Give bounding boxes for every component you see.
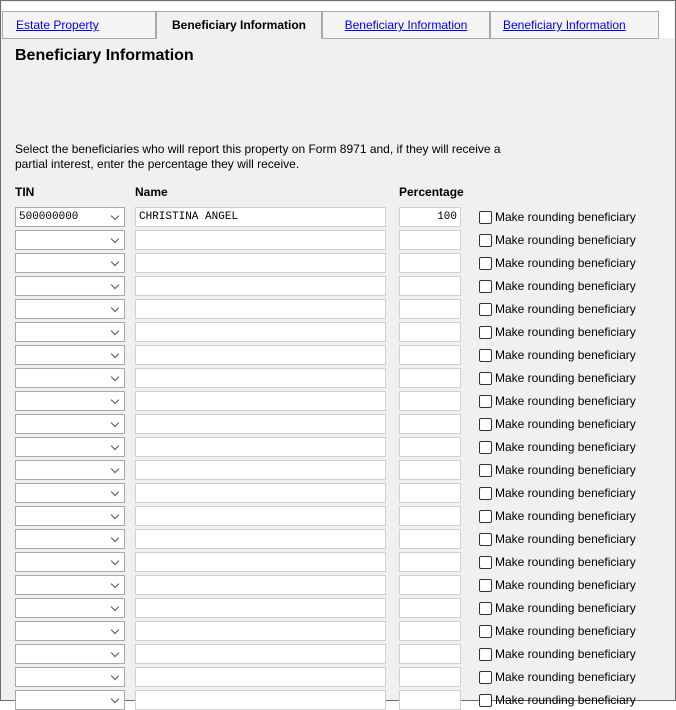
chevron-down-icon <box>111 373 119 381</box>
name-input[interactable] <box>135 368 386 388</box>
rounding-beneficiary-checkbox[interactable] <box>479 692 636 708</box>
tin-select[interactable] <box>15 207 125 227</box>
percentage-input[interactable] <box>399 253 461 273</box>
beneficiary-row <box>1 529 676 549</box>
chevron-down-icon <box>111 672 119 680</box>
chevron-down-icon <box>111 603 119 611</box>
tin-select[interactable] <box>15 345 125 365</box>
rounding-label: Make rounding beneficiary <box>495 624 636 638</box>
rounding-label: Make rounding beneficiary <box>495 463 636 477</box>
rounding-beneficiary-checkbox[interactable] <box>479 393 636 409</box>
checkbox-icon[interactable] <box>479 602 492 615</box>
name-input[interactable] <box>135 690 386 710</box>
percentage-input[interactable] <box>399 667 461 687</box>
name-input[interactable] <box>135 414 386 434</box>
chevron-down-icon <box>111 396 119 404</box>
percentage-input[interactable] <box>399 230 461 250</box>
rounding-label: Make rounding beneficiary <box>495 279 636 293</box>
checkbox-icon[interactable] <box>479 487 492 500</box>
rounding-beneficiary-checkbox[interactable] <box>479 232 636 248</box>
chevron-down-icon <box>111 235 119 243</box>
rounding-beneficiary-checkbox[interactable] <box>479 485 636 501</box>
name-input[interactable] <box>135 391 386 411</box>
beneficiary-row <box>1 483 676 503</box>
rounding-beneficiary-checkbox[interactable] <box>479 508 636 524</box>
percentage-input[interactable] <box>399 345 461 365</box>
rounding-label: Make rounding beneficiary <box>495 325 636 339</box>
percentage-input[interactable] <box>399 276 461 296</box>
rounding-label: Make rounding beneficiary <box>495 601 636 615</box>
name-input[interactable] <box>135 253 386 273</box>
rounding-beneficiary-checkbox[interactable] <box>479 324 636 340</box>
beneficiary-row <box>1 276 676 296</box>
chevron-down-icon <box>111 327 119 335</box>
checkbox-icon[interactable] <box>479 372 492 385</box>
rounding-beneficiary-checkbox[interactable] <box>479 577 636 593</box>
chevron-down-icon <box>111 258 119 266</box>
tin-select[interactable] <box>15 299 125 319</box>
percentage-input[interactable] <box>399 322 461 342</box>
tin-select[interactable] <box>15 690 125 710</box>
name-input[interactable] <box>135 621 386 641</box>
percentage-input[interactable] <box>399 575 461 595</box>
chevron-down-icon <box>111 304 119 312</box>
name-input[interactable] <box>135 529 386 549</box>
checkbox-icon[interactable] <box>479 648 492 661</box>
percentage-input[interactable] <box>399 483 461 503</box>
rounding-label: Make rounding beneficiary <box>495 532 636 546</box>
tin-select[interactable] <box>15 552 125 572</box>
tin-select[interactable] <box>15 253 125 273</box>
tab-beneficiary-information-2[interactable]: Beneficiary Information <box>322 11 490 39</box>
name-input[interactable] <box>135 483 386 503</box>
beneficiary-row <box>1 460 676 480</box>
chevron-down-icon <box>111 419 119 427</box>
rounding-label: Make rounding beneficiary <box>495 670 636 684</box>
chevron-down-icon <box>111 281 119 289</box>
checkbox-icon[interactable] <box>479 510 492 523</box>
name-input[interactable]: CHRISTINA ANGEL <box>135 207 386 227</box>
chevron-down-icon <box>111 695 119 703</box>
beneficiary-row <box>1 552 676 572</box>
tab-beneficiary-information-active[interactable]: Beneficiary Information <box>156 11 322 39</box>
instructions-text: Select the beneficiaries who will report this property on Form 8971 and, if they will receive a partial interest, enter the percentage they will receive. <box>15 142 501 171</box>
page-title: Beneficiary Information <box>15 47 194 64</box>
rounding-label: Make rounding beneficiary <box>495 417 636 431</box>
percentage-input[interactable] <box>399 552 461 572</box>
rounding-label: Make rounding beneficiary <box>495 509 636 523</box>
tin-value: 500000000 <box>19 211 79 223</box>
tin-select[interactable] <box>15 506 125 526</box>
rounding-label: Make rounding beneficiary <box>495 302 636 316</box>
rounding-beneficiary-checkbox[interactable] <box>479 209 636 225</box>
rounding-label: Make rounding beneficiary <box>495 394 636 408</box>
percentage-input[interactable] <box>399 621 461 641</box>
percentage-input[interactable] <box>399 414 461 434</box>
rounding-label: Make rounding beneficiary <box>495 210 636 224</box>
checkbox-icon[interactable] <box>479 441 492 454</box>
percentage-input[interactable] <box>399 368 461 388</box>
percentage-input[interactable] <box>399 506 461 526</box>
rounding-beneficiary-checkbox[interactable] <box>479 462 636 478</box>
beneficiary-row <box>1 621 676 641</box>
checkbox-icon[interactable] <box>479 395 492 408</box>
checkbox-icon[interactable] <box>479 579 492 592</box>
tin-select[interactable] <box>15 575 125 595</box>
name-input[interactable] <box>135 299 386 319</box>
checkbox-icon[interactable] <box>479 556 492 569</box>
name-input[interactable] <box>135 322 386 342</box>
chevron-down-icon <box>111 649 119 657</box>
beneficiary-row <box>1 598 676 618</box>
checkbox-icon[interactable] <box>479 533 492 546</box>
rounding-beneficiary-checkbox[interactable] <box>479 531 636 547</box>
beneficiary-row <box>1 414 676 434</box>
beneficiary-row <box>1 506 676 526</box>
name-input[interactable] <box>135 575 386 595</box>
tin-select[interactable] <box>15 230 125 250</box>
rounding-beneficiary-checkbox[interactable] <box>479 439 636 455</box>
chevron-down-icon <box>111 534 119 542</box>
percentage-input[interactable] <box>399 598 461 618</box>
rounding-beneficiary-checkbox[interactable] <box>479 255 636 271</box>
rounding-label: Make rounding beneficiary <box>495 578 636 592</box>
tin-select[interactable] <box>15 529 125 549</box>
chevron-down-icon <box>111 212 119 220</box>
percentage-input[interactable] <box>399 644 461 664</box>
tin-select[interactable] <box>15 391 125 411</box>
rounding-label: Make rounding beneficiary <box>495 371 636 385</box>
rounding-beneficiary-checkbox[interactable] <box>479 416 636 432</box>
percentage-input[interactable] <box>399 460 461 480</box>
name-input[interactable] <box>135 276 386 296</box>
tab-beneficiary-information-3[interactable]: Beneficiary Information <box>490 11 659 39</box>
checkbox-icon[interactable] <box>479 671 492 684</box>
rounding-label: Make rounding beneficiary <box>495 555 636 569</box>
tin-select[interactable] <box>15 276 125 296</box>
rounding-label: Make rounding beneficiary <box>495 440 636 454</box>
tab-bar <box>2 2 674 38</box>
beneficiary-row <box>1 207 676 227</box>
rounding-beneficiary-checkbox[interactable] <box>479 554 636 570</box>
name-input[interactable] <box>135 644 386 664</box>
tin-select[interactable] <box>15 667 125 687</box>
checkbox-icon[interactable] <box>479 211 492 224</box>
checkbox-icon[interactable] <box>479 280 492 293</box>
rounding-label: Make rounding beneficiary <box>495 233 636 247</box>
name-input[interactable] <box>135 460 386 480</box>
tin-select[interactable] <box>15 598 125 618</box>
rounding-label: Make rounding beneficiary <box>495 486 636 500</box>
tab-estate-property[interactable]: Estate Property <box>2 11 156 39</box>
percentage-input[interactable] <box>399 437 461 457</box>
rounding-label: Make rounding beneficiary <box>495 256 636 270</box>
chevron-down-icon <box>111 488 119 496</box>
checkbox-icon[interactable] <box>479 418 492 431</box>
chevron-down-icon <box>111 442 119 450</box>
name-input[interactable] <box>135 667 386 687</box>
column-header-name: Name <box>135 185 168 199</box>
percentage-input[interactable] <box>399 299 461 319</box>
tin-select[interactable] <box>15 483 125 503</box>
checkbox-icon[interactable] <box>479 326 492 339</box>
chevron-down-icon <box>111 465 119 473</box>
name-input[interactable] <box>135 552 386 572</box>
rounding-label: Make rounding beneficiary <box>495 647 636 661</box>
tin-select[interactable] <box>15 621 125 641</box>
name-input[interactable] <box>135 506 386 526</box>
percentage-input[interactable]: 100 <box>399 207 461 227</box>
tin-select[interactable] <box>15 644 125 664</box>
beneficiary-row <box>1 437 676 457</box>
checkbox-icon[interactable] <box>479 464 492 477</box>
rounding-label: Make rounding beneficiary <box>495 693 636 707</box>
chevron-down-icon <box>111 557 119 565</box>
beneficiary-row <box>1 391 676 411</box>
tin-select[interactable] <box>15 437 125 457</box>
chevron-down-icon <box>111 350 119 358</box>
beneficiary-row <box>1 667 676 687</box>
tin-select[interactable] <box>15 322 125 342</box>
rounding-beneficiary-checkbox[interactable] <box>479 347 636 363</box>
name-input[interactable] <box>135 230 386 250</box>
beneficiary-row <box>1 299 676 319</box>
beneficiary-row <box>1 253 676 273</box>
chevron-down-icon <box>111 511 119 519</box>
checkbox-icon[interactable] <box>479 625 492 638</box>
rounding-beneficiary-checkbox[interactable] <box>479 623 636 639</box>
rounding-beneficiary-checkbox[interactable] <box>479 669 636 685</box>
rounding-beneficiary-checkbox[interactable] <box>479 646 636 662</box>
beneficiary-row <box>1 690 676 710</box>
column-header-tin: TIN <box>15 185 35 199</box>
percentage-input[interactable] <box>399 529 461 549</box>
beneficiary-row <box>1 345 676 365</box>
name-input[interactable] <box>135 598 386 618</box>
tin-select[interactable] <box>15 460 125 480</box>
beneficiary-row <box>1 575 676 595</box>
chevron-down-icon <box>111 626 119 634</box>
name-input[interactable] <box>135 345 386 365</box>
rounding-beneficiary-checkbox[interactable] <box>479 301 636 317</box>
percentage-input[interactable] <box>399 690 461 710</box>
beneficiary-row <box>1 230 676 250</box>
percentage-input[interactable] <box>399 391 461 411</box>
rounding-label: Make rounding beneficiary <box>495 348 636 362</box>
beneficiary-row <box>1 644 676 664</box>
rounding-beneficiary-checkbox[interactable] <box>479 600 636 616</box>
rounding-beneficiary-checkbox[interactable] <box>479 278 636 294</box>
tin-select[interactable] <box>15 414 125 434</box>
checkbox-icon[interactable] <box>479 303 492 316</box>
checkbox-icon[interactable] <box>479 694 492 707</box>
beneficiary-row <box>1 322 676 342</box>
checkbox-icon[interactable] <box>479 349 492 362</box>
checkbox-icon[interactable] <box>479 234 492 247</box>
column-header-percentage: Percentage <box>399 185 464 199</box>
rounding-beneficiary-checkbox[interactable] <box>479 370 636 386</box>
beneficiary-row <box>1 368 676 388</box>
chevron-down-icon <box>111 580 119 588</box>
name-input[interactable] <box>135 437 386 457</box>
tin-select[interactable] <box>15 368 125 388</box>
checkbox-icon[interactable] <box>479 257 492 270</box>
